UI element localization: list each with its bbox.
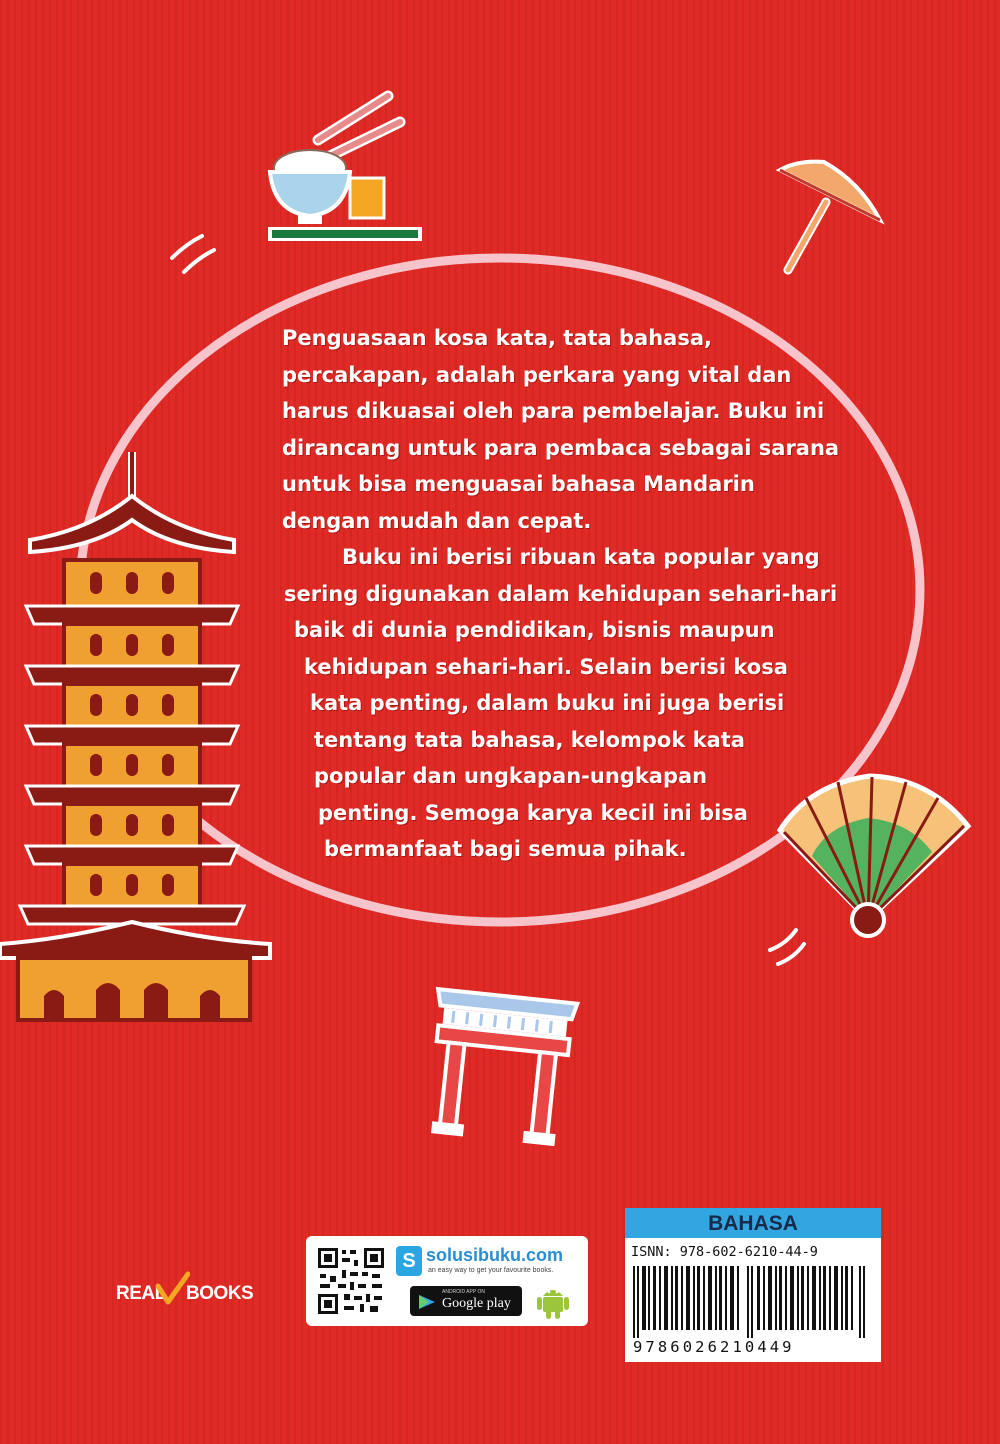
app-download-card (306, 1236, 588, 1326)
blurb-line: dirancang untuk para pembaca sebagai sarana (282, 435, 840, 460)
rice-bowl-chopsticks-illustration (268, 96, 422, 241)
blurb-line: baik di dunia pendidikan, bisnis maupun (294, 618, 775, 642)
site-badge-icon: S (396, 1246, 422, 1276)
site-tagline: an easy way to get your favourite books. (428, 1267, 554, 1274)
blurb-line: kehidupan sehari-hari. Selain berisi kosa (304, 654, 788, 679)
publisher-logo (116, 1278, 276, 1318)
blurb-line: percakapan, adalah perkara yang vital dan (282, 362, 792, 387)
blurb-text (230, 320, 850, 868)
blurb-line: kata penting, dalam buku ini juga berisi (310, 691, 785, 715)
qr-code-icon[interactable] (316, 1246, 386, 1316)
store-small-label: ANDROID APP ON (442, 1289, 485, 1295)
android-robot-icon[interactable] (536, 1284, 570, 1320)
category-label: BAHASA (625, 1208, 881, 1238)
site-name[interactable]: solusibuku.com (426, 1245, 564, 1265)
barcode-icon (633, 1266, 873, 1338)
blurb-line: bermanfaat bagi semua pihak. (324, 837, 687, 861)
blurb-line: Penguasaan kosa kata, tata bahasa, (282, 326, 712, 350)
blurb-line: popular dan ungkapan-ungkapan (314, 764, 708, 788)
isbn-number: ISNN: 978-602-6210-44-9 (631, 1244, 818, 1260)
blurb-line: dengan mudah dan cepat. (282, 508, 592, 533)
blurb-line: Buku ini berisi ribuan kata popular yang (342, 545, 820, 569)
blurb-line: penting. Semoga karya kecil ini bisa (318, 800, 748, 825)
play-store-icon (418, 1294, 436, 1310)
blurb-line: untuk bisa menguasai bahasa Mandarin (282, 472, 755, 496)
store-label: Google play (442, 1296, 511, 1311)
isbn-barcode-box (625, 1208, 881, 1362)
checkmark-icon (154, 1270, 190, 1306)
blurb-line: harus dikuasai oleh para pembelajar. Buku ini (282, 399, 825, 423)
torii-gate-illustration (423, 989, 577, 1147)
blurb-line: tentang tata bahasa, kelompok kata (314, 727, 745, 752)
barcode-digits: 9786026210449 (633, 1338, 795, 1356)
publisher-name-part1: REAL (116, 1283, 166, 1304)
publisher-name-part2: BOOKS (186, 1283, 254, 1304)
blurb-line: sering digunakan dalam kehidupan sehari-hari (284, 581, 838, 606)
paper-umbrella-illustration (780, 162, 880, 270)
google-play-badge[interactable] (410, 1286, 522, 1316)
